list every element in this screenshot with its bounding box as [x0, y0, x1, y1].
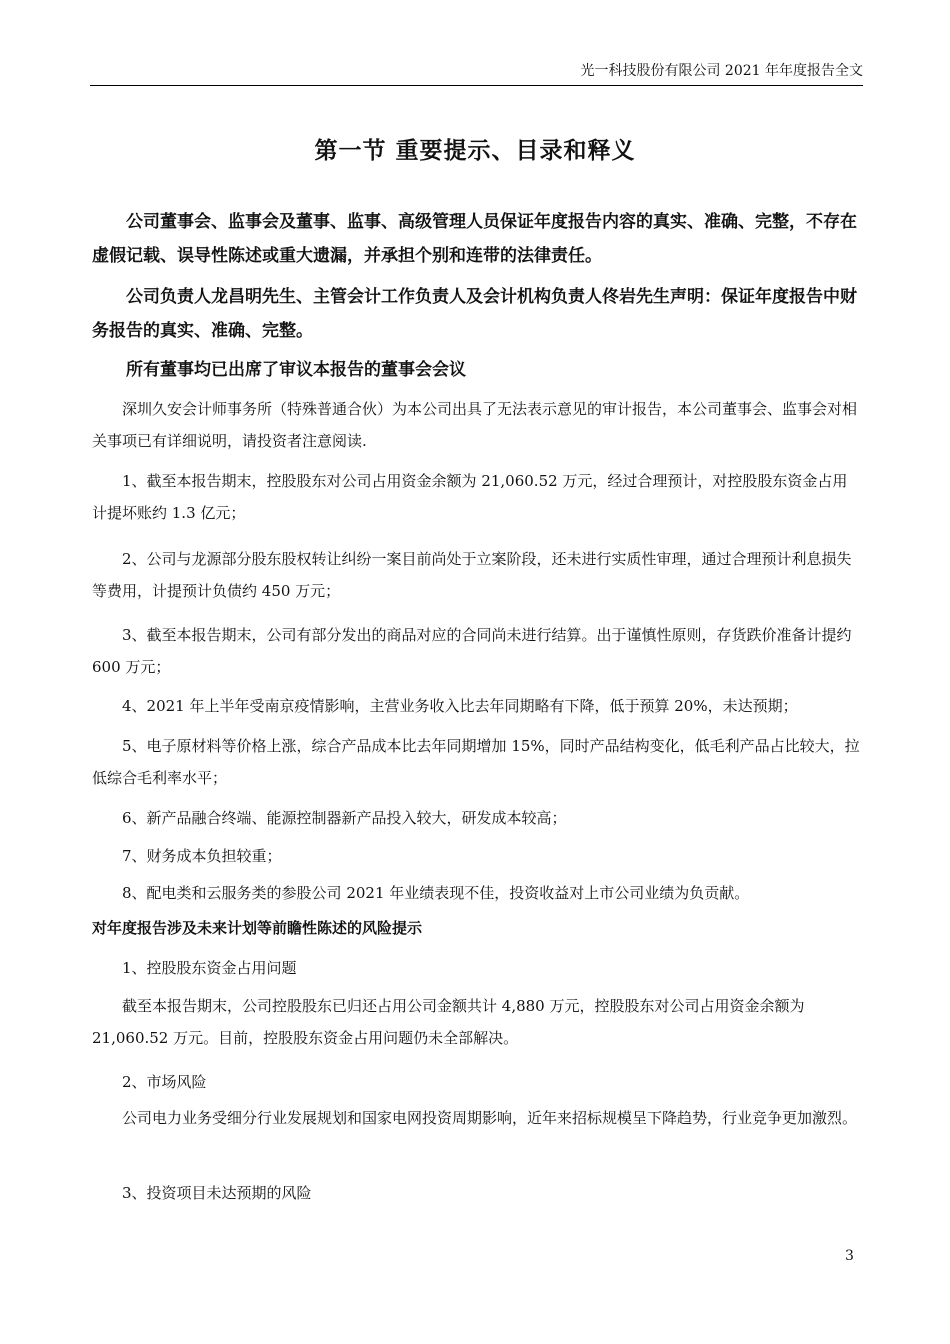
audit-item-3: 3、截至本报告期末，公司有部分发出的商品对应的合同尚未进行结算。出于谨慎性原则，存货跌价准备计提约 600 万元； — [92, 626, 852, 676]
audit-item-1: 1、截至本报告期末，控股股东对公司占用资金余额为 21,060.52 万元，经过合理预计，对控股股东资金占用计提坏账约 1.3 亿元； — [92, 472, 848, 522]
notice-paragraph-2: 公司负责人龙昌明先生、主管会计工作负责人及会计机构负责人佟岩先生声明：保证年度报告中财务报告的真实、准确、完整。 — [92, 287, 857, 341]
risk-1-body: 截至本报告期末，公司控股股东已归还占用公司金额共计 4,880 万元，控股股东对公司占用资金余额为 21,060.52 万元。目前，控股股东资金占用问题仍未全部解决。 — [92, 997, 805, 1047]
audit-item-4: 4、2021 年上半年受南京疫情影响，主营业务收入比去年同期略有下降，低于预算 20%，未达预期； — [122, 697, 798, 715]
audit-item-2: 2、公司与龙源部分股东股权转让纠纷一案目前尚处于立案阶段，还未进行实质性审理，通过合理预计利息损失等费用，计提预计负债约 450 万元； — [92, 550, 852, 600]
risk-heading: 对年度报告涉及未来计划等前瞻性陈述的风险提示 — [92, 919, 423, 937]
page-number: 3 — [845, 1248, 854, 1264]
risk-3-title: 3、投资项目未达预期的风险 — [122, 1184, 312, 1202]
audit-item-5: 5、电子原材料等价格上涨，综合产品成本比去年同期增加 15%，同时产品结构变化，低毛利产品占比较大，拉低综合毛利率水平； — [92, 737, 860, 787]
audit-item-6: 6、新产品融合终端、能源控制器新产品投入较大，研发成本较高； — [122, 809, 567, 827]
risk-2-body: 公司电力业务受细分行业发展规划和国家电网投资周期影响，近年来招标规模呈下降趋势，行业竞争更加激烈。 — [122, 1109, 858, 1127]
risk-1-title: 1、控股股东资金占用问题 — [122, 959, 297, 977]
audit-item-8: 8、配电类和云服务类的参股公司 2021 年业绩表现不佳，投资收益对上市公司业绩为负贡献。 — [122, 884, 750, 902]
notice-paragraph-1: 公司董事会、监事会及董事、监事、高级管理人员保证年度报告内容的真实、准确、完整，不存在虚假记载、误导性陈述或重大遗漏，并承担个别和连带的法律责任。 — [92, 212, 857, 266]
notice-paragraph-3: 所有董事均已出席了审议本报告的董事会会议 — [126, 360, 466, 380]
audit-intro: 深圳久安会计师事务所（特殊普通合伙）为本公司出具了无法表示意见的审计报告，本公司董事会、监事会对相关事项已有详细说明，请投资者注意阅读. — [92, 400, 858, 450]
audit-item-7: 7、财务成本负担较重； — [122, 847, 282, 865]
page-header: 光一科技股份有限公司 2021 年年度报告全文 — [90, 60, 863, 86]
risk-2-title: 2、市场风险 — [122, 1073, 207, 1091]
section-title: 第一节 重要提示、目录和释义 — [314, 137, 636, 164]
